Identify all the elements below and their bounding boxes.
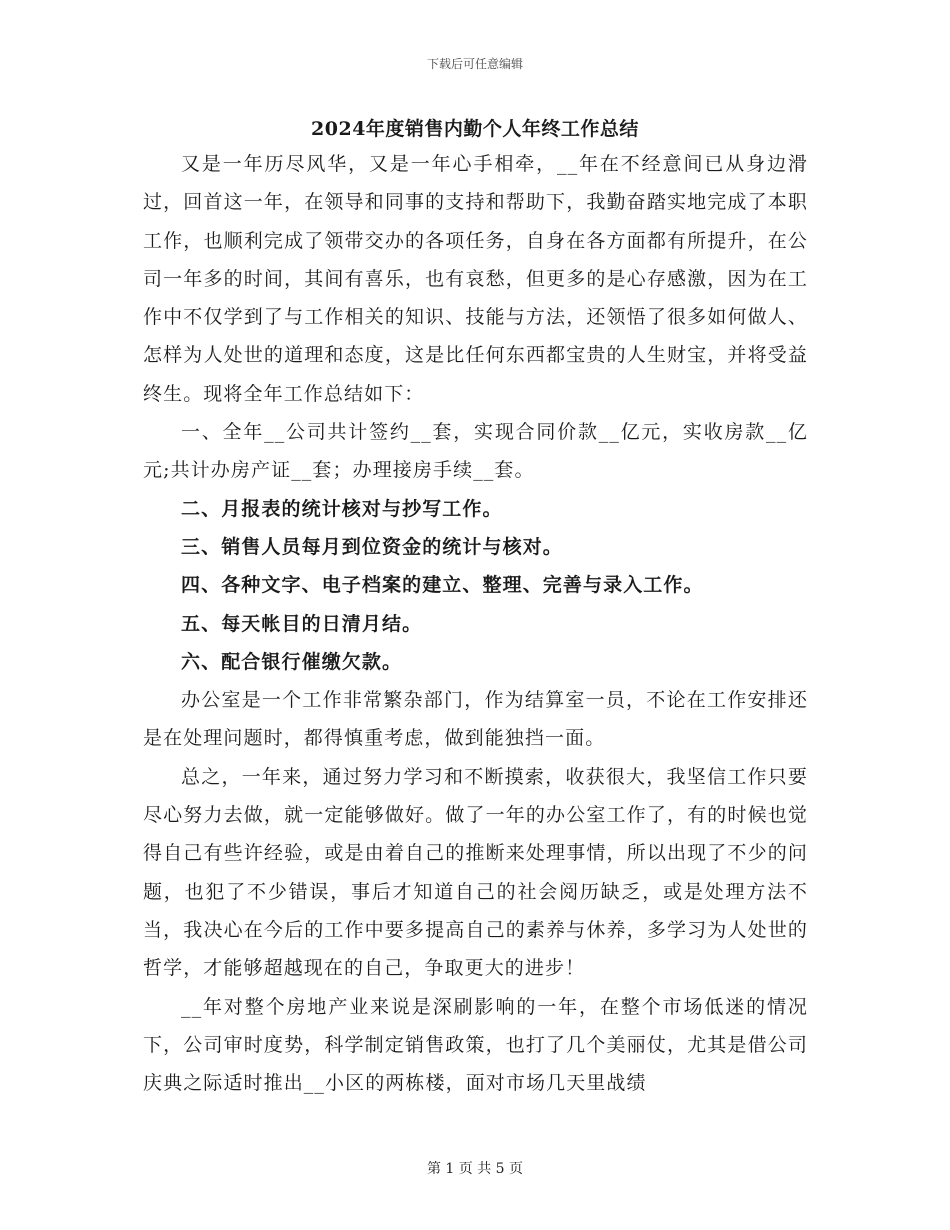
document-body bbox=[143, 145, 808, 1102]
paragraph-market: __年对整个房地产业来说是深刷影响的一年，在整个市场低迷的情况下，公司审时度势，科学制定销售政策，也打了几个美丽仗，尤其是借公司庆典之际适时推出__小区的两栋楼，面对市场几天里战绩 bbox=[143, 995, 808, 1095]
paragraph-intro: 又是一年历尽风华，又是一年心手相牵，__年在不经意间已从身边滑过，回首这一年，在领导和同事的支持和帮助下，我勤奋踏实地完成了本职工作，也顺利完成了领带交办的各项任务，自身在各方面都有所提升，在公司一年多的时间，其间有喜乐，也有哀愁，但更多的是心存感激，因为在工作中不仅学到了与工作相关的知识、技能与方法，还领悟了很多如何做人、怎样为人处世的道理和态度，这是比任何东西都宝贵的人生财宝，并将受益终生。现将全年工作总结如下： bbox=[143, 153, 808, 405]
paragraph-office: 办公室是一个工作非常繁杂部门，作为结算室一员，不论在工作安排还是在处理问题时，都得慎重考虑，做到能独挡一面。 bbox=[143, 689, 808, 750]
document-title: 2024年度销售内勤个人年终工作总结 bbox=[311, 118, 639, 140]
paragraph-summary: 总之，一年来，通过努力学习和不断摸索，收获很大，我坚信工作只要尽心努力去做，就一定能够做好。做了一年的办公室工作了，有的时候也觉得自己有些许经验，或是由着自己的推断来处理事情，所以出现了不少的问题，也犯了不少错误，事后才知道自己的社会阅历缺乏，或是处理方法不当，我决心在今后的工作中要多提高自己的素养与休养，多学习为人处世的哲学，才能够超越现在的自己，争取更大的进步！ bbox=[143, 765, 808, 980]
paragraph-item-2: 二、月报表的统计核对与抄写工作。 bbox=[181, 497, 503, 520]
page-number: 第 1 页 共 5 页 bbox=[426, 1161, 524, 1177]
paragraph-item-3: 三、销售人员每月到位资金的统计与核对。 bbox=[181, 535, 563, 558]
paragraph-item-6: 六、配合银行催缴欠款。 bbox=[181, 650, 403, 673]
paragraph-item-1: 一、全年__公司共计签约__套，实现合同价款__亿元，实收房款__亿元;共计办房产证__套；办理接房手续__套。 bbox=[143, 421, 808, 482]
paragraph-item-5: 五、每天帐目的日清月结。 bbox=[181, 612, 423, 635]
header-note: 下载后可任意编辑 bbox=[426, 57, 523, 71]
paragraph-item-4: 四、各种文字、电子档案的建立、整理、完善与录入工作。 bbox=[181, 574, 704, 597]
